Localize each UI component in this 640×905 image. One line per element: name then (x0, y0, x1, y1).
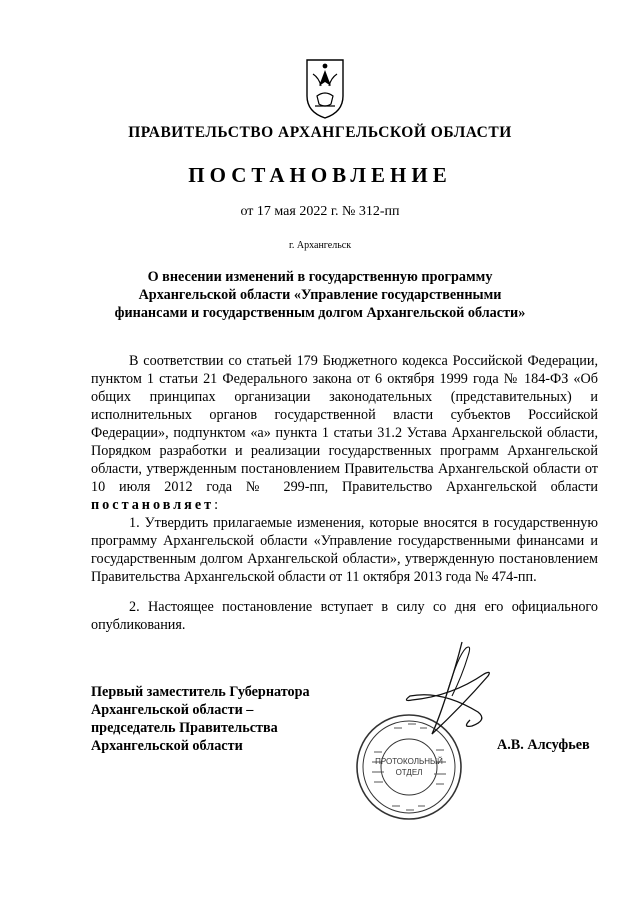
item-2: 2. Настоящее постановление вступает в силу со дня его официального опубликования. (91, 599, 598, 633)
item-1: 1. Утвердить прилагаемые изменения, которые вносятся в государственную программу Архангельской области «Управление государственными финансами и государственным долгом Архангельской области», утвержденную постановлением Правительства Архангельской области от 11 октября 2013 года № 474-пп. (91, 515, 598, 585)
signatory-title (91, 683, 391, 755)
preamble-text: В соответствии со статьей 179 Бюджетного кодекса Российской Федерации, пунктом 1 статьи 21 Федерального закона от 6 октября 1999 года № 184-ФЗ «Об общих принципах организации законодательных (представительных) и исполнительных органов государственной власти субъектов Российской Федерации», подпунктом «а» пункта 1 статьи 31.2 Устава Архангельской области, Порядком разработки и реализации государственных программ Архангельской области, утвержденным постановлением Правительства Архангельской области от 10 июля 2012 года № 299-пп, Правительство Архангельской области (91, 353, 598, 495)
title-line: финансами и государственным долгом Архангельской области» (114, 305, 526, 321)
seal-text-line: ПРОТОКОЛЬНЫЙ (375, 757, 443, 766)
seal-text-line: ОТДЕЛ (395, 768, 423, 777)
signatory-title-line: председатель Правительства (91, 720, 278, 736)
signatory-name: А.В. Алсуфьев (497, 737, 590, 753)
signatory-title-line: Первый заместитель Губернатора (91, 684, 310, 700)
document-type: ПОСТАНОВЛЕНИЕ (188, 163, 452, 187)
handwritten-signature (392, 636, 504, 748)
signatory-title-line: Архангельской области (91, 738, 243, 754)
document-title (0, 268, 640, 322)
title-line: О внесении изменений в государственную программу (147, 269, 493, 285)
preamble-paragraph (91, 352, 598, 514)
organization-title: ПРАВИТЕЛЬСТВО АРХАНГЕЛЬСКОЙ ОБЛАСТИ (128, 124, 512, 141)
signatory-title-line: Архангельской области – (91, 702, 254, 718)
decree-colon: : (214, 497, 219, 513)
city: г. Архангельск (288, 240, 352, 251)
coat-of-arms-emblem (303, 56, 347, 120)
decree-word: постановляет (91, 497, 215, 513)
title-line: Архангельской области «Управление государственными (138, 287, 502, 303)
date-and-number: от 17 мая 2022 г. № 312-пп (240, 204, 400, 219)
